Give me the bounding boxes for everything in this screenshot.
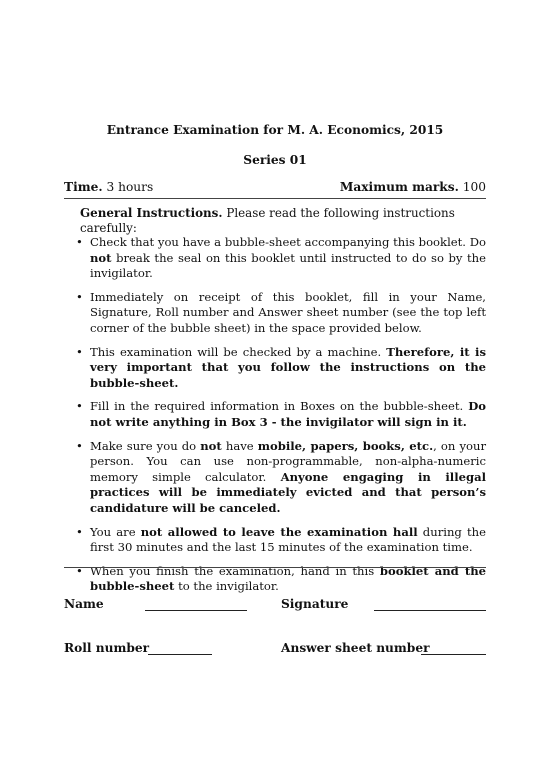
- instruction-text: have: [221, 438, 258, 453]
- instructions-heading-bold: General Instructions.: [80, 206, 223, 220]
- instruction-text: Make sure you do: [90, 438, 201, 453]
- marks-info: [340, 180, 486, 194]
- instruction-item: [76, 439, 486, 517]
- bullet-icon: •: [76, 289, 83, 304]
- marks-label: Maximum marks.: [339, 180, 459, 194]
- time-value: 3 hours: [106, 180, 154, 194]
- time-info: [64, 180, 153, 194]
- instruction-text: during the first 30 minutes and the last 15 minutes of the examination time.: [90, 524, 486, 555]
- instruction-text: to the invigilator.: [174, 579, 279, 594]
- instruction-emphasis: not: [90, 250, 112, 265]
- name-field[interactable]: [145, 610, 247, 611]
- instruction-emphasis: booklet and the bubble-sheet: [90, 563, 486, 594]
- marks-value: 100: [462, 180, 486, 194]
- exam-title: Entrance Examination for M. A. Economics, 2015: [106, 123, 444, 137]
- instruction-text: Check that you have a bubble-sheet accompanying this booklet. Do: [90, 235, 486, 249]
- top-divider: [64, 198, 486, 199]
- instructions-heading: [80, 206, 490, 236]
- bullet-icon: •: [76, 235, 83, 249]
- instruction-item: [76, 564, 486, 595]
- instruction-text: , on your person. You can use non-programmable, non-alpha-numeric memory simple calculator.: [90, 438, 486, 484]
- bullet-icon: •: [76, 563, 83, 578]
- instruction-text: Immediately on receipt of this booklet, fill in your Name, Signature, Roll number and Answer sheet number (see the top left corner of the bubble sheet) in the space provided below.: [90, 289, 486, 335]
- instruction-item: [76, 290, 486, 337]
- exam-meta-row: [64, 180, 486, 194]
- signature-label: Signature: [281, 597, 349, 611]
- roll-number-label: Roll number: [64, 641, 150, 655]
- instruction-emphasis: mobile, papers, books, etc.: [257, 438, 434, 453]
- instruction-text: Fill in the required information in Boxes on the bubble-sheet.: [90, 399, 469, 414]
- instruction-emphasis: not: [200, 438, 222, 453]
- answer-sheet-number-field[interactable]: [421, 654, 486, 655]
- instruction-emphasis: Do not write anything in Box 3 - the invigilator will sign in it.: [90, 399, 486, 429]
- bullet-icon: •: [76, 344, 83, 359]
- instruction-item: [76, 235, 486, 282]
- instruction-item: [76, 399, 486, 430]
- instruction-text: This examination will be checked by a machine.: [90, 344, 387, 359]
- bullet-icon: •: [76, 399, 83, 414]
- instructions-list: [76, 235, 486, 603]
- instruction-text: break the seal on this booklet until instructed to do so by the invigilator.: [90, 250, 486, 281]
- bullet-icon: •: [76, 524, 83, 539]
- instruction-item: [76, 525, 486, 556]
- name-label: Name: [64, 597, 104, 611]
- roll-number-field[interactable]: [148, 654, 212, 655]
- instruction-emphasis: Anyone engaging in illegal practices will be immediately evicted and that person’s candidature will be canceled.: [90, 469, 486, 515]
- answer-sheet-number-label: Answer sheet number: [281, 641, 430, 655]
- instruction-emphasis: not allowed to leave the examination hall: [140, 524, 418, 539]
- signature-field[interactable]: [374, 610, 486, 611]
- bullet-icon: •: [76, 438, 83, 453]
- instruction-emphasis: Therefore, it is very important that you follow the instructions on the bubble-sheet.: [90, 344, 486, 390]
- instructions-heading-text: Please read the following instructions carefully:: [80, 206, 455, 235]
- instruction-item: [76, 345, 486, 392]
- instruction-text: When you finish the examination, hand in this: [90, 563, 380, 578]
- instruction-text: You are: [90, 524, 141, 539]
- time-label: Time.: [64, 180, 103, 194]
- bottom-divider: [64, 567, 486, 568]
- exam-series: Series 01: [243, 153, 307, 167]
